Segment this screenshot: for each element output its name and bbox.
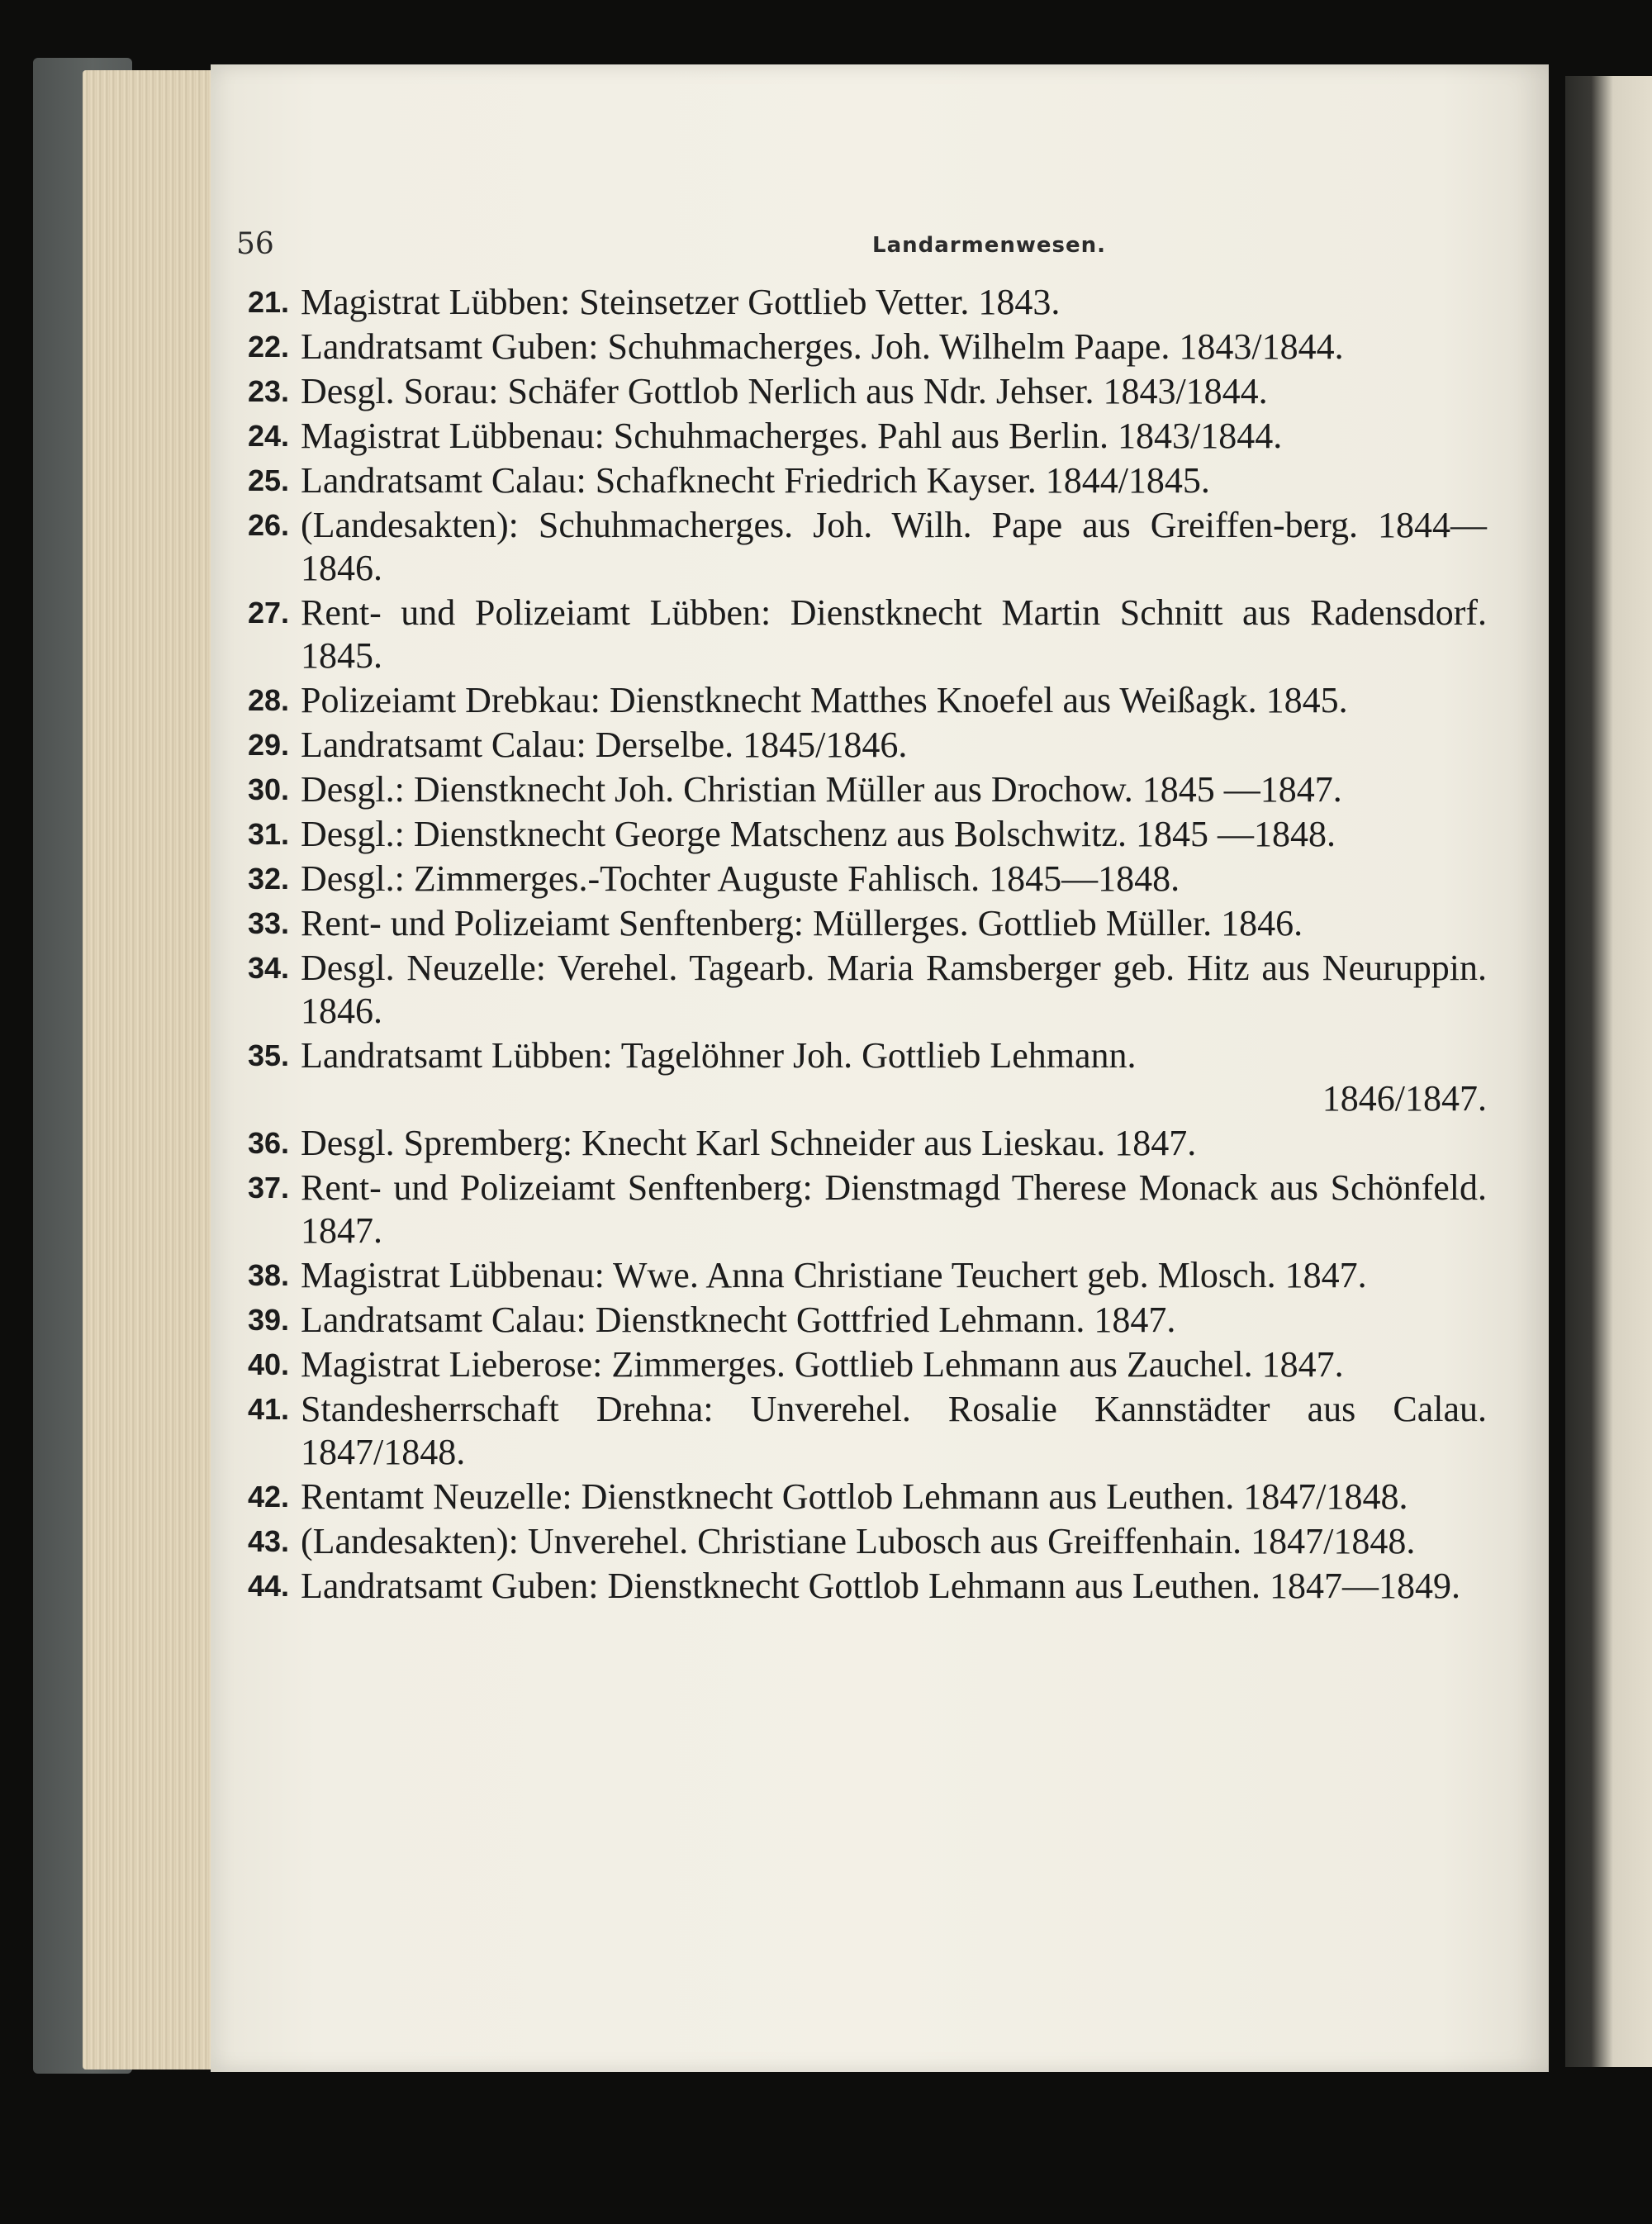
entry-number: 26. [248, 508, 290, 542]
entry-number: 29. [248, 728, 290, 762]
entry-number: 24. [248, 419, 290, 453]
page-edges [83, 70, 215, 2070]
list-item [248, 504, 1487, 590]
entry-number: 43. [248, 1524, 290, 1558]
list-item [248, 902, 1487, 945]
entry-text: Landratsamt Calau: Schafknecht Friedrich Kayser. 1844/1845. [301, 460, 1210, 501]
entry-text: Landratsamt Calau: Derselbe. 1845/1846. [301, 725, 908, 765]
list-item [248, 724, 1487, 767]
entry-number: 31. [248, 817, 290, 851]
entry-text: Desgl. Sorau: Schäfer Gottlob Nerlich aus Ndr. Jehser. 1843/1844. [301, 371, 1268, 411]
list-item [248, 813, 1487, 856]
entry-number: 27. [248, 596, 290, 630]
entry-number: 41. [248, 1392, 290, 1426]
entry-text: Rent- und Polizeiamt Senftenberg: Müllerges. Gottlieb Müller. 1846. [301, 903, 1303, 943]
list-item [248, 1122, 1487, 1165]
entry-text: Magistrat Lübbenau: Wwe. Anna Christiane Teuchert geb. Mlosch. 1847. [301, 1255, 1367, 1295]
list-item [248, 1388, 1487, 1474]
entry-text: Rent- und Polizeiamt Lübben: Dienstknecht Martin Schnitt aus Radensdorf. 1845. [301, 592, 1487, 676]
entry-number: 23. [248, 374, 290, 408]
list-item [248, 592, 1487, 677]
entry-text: Magistrat Lieberose: Zimmerges. Gottlieb Lehmann aus Zauchel. 1847. [301, 1344, 1344, 1385]
entry-text: Desgl. Neuzelle: Verehel. Tagearb. Maria Ramsberger geb. Hitz aus Neuruppin. 1846. [301, 948, 1487, 1031]
list-item [248, 1299, 1487, 1342]
entry-text: (Landesakten): Schuhmacherges. Joh. Wilh. Pape aus Greiffen-berg. 1844—1846. [301, 505, 1487, 588]
entry-text: Landratsamt Lübben: Tagelöhner Joh. Gottlieb Lehmann. [301, 1035, 1137, 1076]
entry-number: 34. [248, 951, 290, 985]
entry-number: 40. [248, 1347, 290, 1381]
running-title: Landarmenwesen. [872, 233, 1106, 258]
page-number: 56 [236, 227, 274, 261]
entry-list [248, 281, 1487, 1609]
entry-text: Desgl. Spremberg: Knecht Karl Schneider aus Lieskau. 1847. [301, 1123, 1197, 1163]
entry-text: Rentamt Neuzelle: Dienstknecht Gottlob Lehmann aus Leuthen. 1847/1848. [301, 1476, 1408, 1517]
entry-number: 37. [248, 1171, 290, 1205]
entry-number: 30. [248, 772, 290, 806]
entry-number: 28. [248, 683, 290, 717]
list-item [248, 415, 1487, 458]
entry-text: Landratsamt Guben: Schuhmacherges. Joh. Wilhelm Paape. 1843/1844. [301, 326, 1344, 367]
entry-number: 22. [248, 330, 290, 364]
entry-number: 39. [248, 1303, 290, 1337]
list-item [248, 679, 1487, 722]
list-item [248, 1034, 1487, 1120]
entry-number: 32. [248, 862, 290, 896]
entry-date-right: 1846/1847. [1322, 1078, 1487, 1119]
entry-number: 44. [248, 1569, 290, 1603]
entry-number: 36. [248, 1126, 290, 1160]
list-item [248, 768, 1487, 811]
entry-number: 21. [248, 285, 290, 319]
list-item [248, 370, 1487, 413]
entry-text: Rent- und Polizeiamt Senftenberg: Dienstmagd Therese Monack aus Schönfeld. 1847. [301, 1167, 1487, 1251]
list-item [248, 1167, 1487, 1252]
entry-text: Desgl.: Dienstknecht Joh. Christian Müller aus Drochow. 1845 —1847. [301, 769, 1342, 810]
entry-number: 35. [248, 1038, 290, 1072]
list-item [248, 1520, 1487, 1563]
list-item [248, 1343, 1487, 1386]
entry-number: 25. [248, 463, 290, 497]
entry-text: Polizeiamt Drebkau: Dienstknecht Matthes Knoefel aus Weißagk. 1845. [301, 680, 1348, 720]
list-item [248, 858, 1487, 901]
entry-text: Magistrat Lübbenau: Schuhmacherges. Pahl aus Berlin. 1843/1844. [301, 416, 1283, 456]
entry-text: Magistrat Lübben: Steinsetzer Gottlieb Vetter. 1843. [301, 282, 1061, 322]
entry-text: Landratsamt Calau: Dienstknecht Gottfried Lehmann. 1847. [301, 1300, 1176, 1340]
list-item [248, 281, 1487, 324]
list-item [248, 459, 1487, 502]
list-item [248, 1476, 1487, 1518]
entry-number: 33. [248, 906, 290, 940]
entry-text: Standesherrschaft Drehna: Unverehel. Rosalie Kannstädter aus Calau. 1847/1848. [301, 1389, 1487, 1472]
entry-text: Desgl.: Dienstknecht George Matschenz aus Bolschwitz. 1845 —1848. [301, 814, 1336, 854]
entry-text: Landratsamt Guben: Dienstknecht Gottlob Lehmann aus Leuthen. 1847—1849. [301, 1566, 1461, 1606]
list-item [248, 1254, 1487, 1297]
next-page-edge [1565, 76, 1652, 2067]
list-item [248, 326, 1487, 368]
list-item [248, 1565, 1487, 1608]
entry-number: 38. [248, 1258, 290, 1292]
list-item [248, 947, 1487, 1033]
entry-text: (Landesakten): Unverehel. Christiane Lubosch aus Greiffenhain. 1847/1848. [301, 1521, 1416, 1561]
entry-number: 42. [248, 1480, 290, 1514]
entry-text: Desgl.: Zimmerges.-Tochter Auguste Fahlisch. 1845—1848. [301, 858, 1180, 899]
